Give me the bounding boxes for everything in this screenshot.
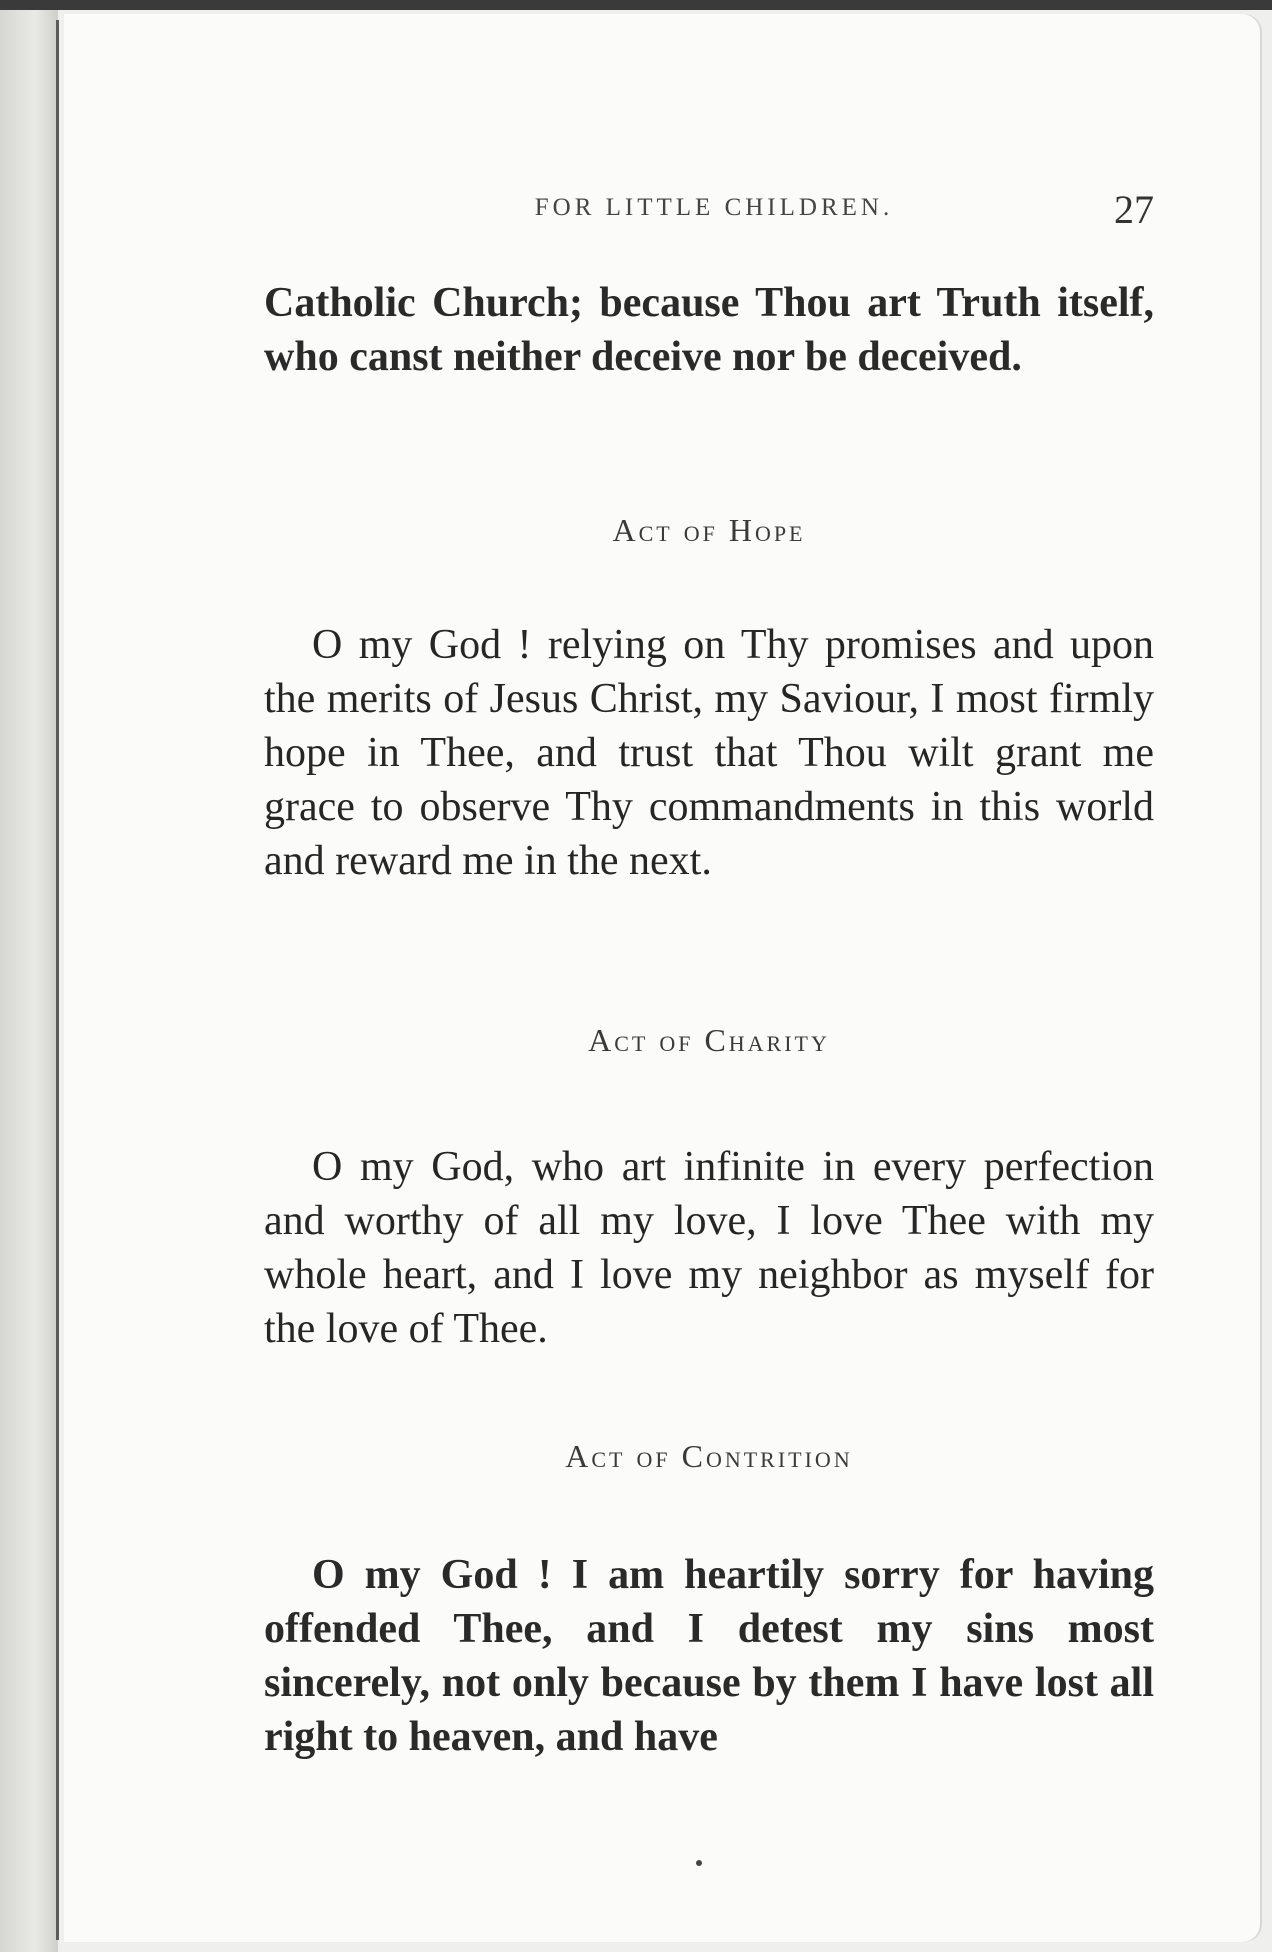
heading-act-of-contrition: Act of Contrition — [565, 1438, 853, 1474]
print-speck — [696, 1860, 702, 1866]
top-edge — [0, 0, 1272, 10]
heading-act-of-charity: Act of Charity — [588, 1022, 830, 1058]
book-spine — [0, 10, 58, 1952]
page-number: 27 — [1114, 187, 1154, 232]
paragraph-act-of-contrition: O my God ! I am heartily sorry for having offended Thee, and I detest my sins most sincerely, not only because by them I have lost all right to heaven, and have — [264, 1552, 1154, 1760]
running-head — [264, 187, 1154, 244]
book-page — [64, 14, 1260, 1942]
paragraph-act-of-hope: O my God ! relying on Thy promises and upon the merits of Jesus Christ, my Saviour, I most firmly hope in Thee, and trust that Thou wilt grant me grace to observe Thy commandments in this world and reward me in the next. — [264, 622, 1154, 884]
continuation-paragraph: Catholic Church; because Thou art Truth itself, who canst neither deceive nor be deceived. — [264, 280, 1154, 380]
running-title: FOR LITTLE CHILDREN. — [534, 194, 894, 221]
paragraph-act-of-charity: O my God, who art infinite in every perfection and worthy of all my love, I love Thee with my whole heart, and I love my neighbor as myself for the love of Thee. — [264, 1144, 1154, 1352]
gutter-line — [56, 20, 59, 1940]
heading-act-of-hope: Act of Hope — [612, 512, 806, 548]
